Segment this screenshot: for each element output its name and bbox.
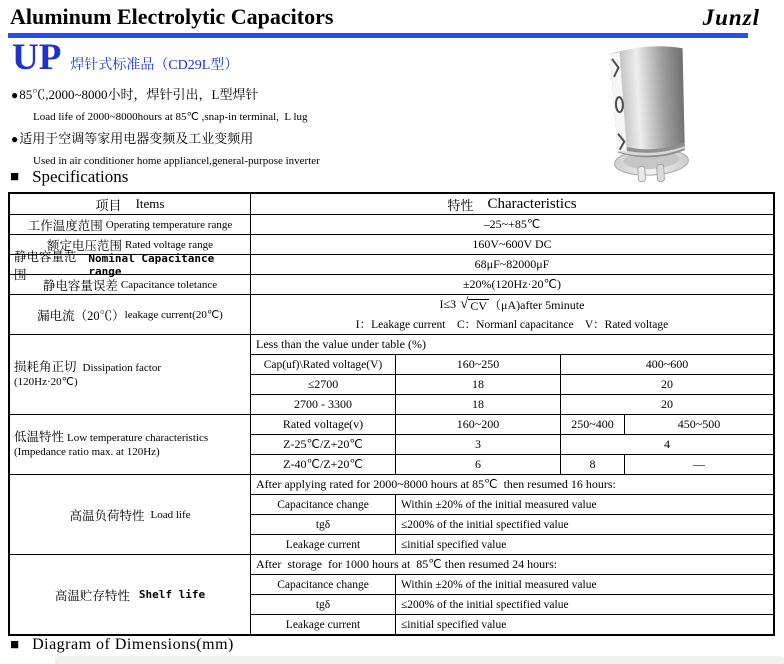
row-label-cn: 低温特性 <box>14 430 65 444</box>
load-life-section <box>10 474 773 554</box>
value-text: 68μF~82000μF <box>474 257 550 271</box>
header-items <box>10 194 251 214</box>
row-value <box>251 235 773 254</box>
cell-criteria: ≤200% of the initial spectified value <box>395 515 773 534</box>
table-row <box>251 454 773 474</box>
cell: — <box>624 455 773 474</box>
row-label <box>10 275 251 294</box>
legend-text: I：Leakage current C：Normanl capacitance V：Rated voltage <box>355 319 669 332</box>
series-name: 焊针式标准品（CD29L型） <box>70 58 239 73</box>
header-char-cn: 特性 <box>447 197 474 213</box>
cell: 18 <box>395 395 560 414</box>
row-label <box>10 335 251 414</box>
section-heading-dimensions <box>10 636 234 654</box>
table-row <box>251 335 773 354</box>
row-label-en: Operating temperature range <box>105 218 233 231</box>
row-value <box>251 275 773 294</box>
row-label-sub: (120Hz·20℃) <box>14 376 78 388</box>
row-label <box>10 249 251 282</box>
brand-logo: Junzl <box>702 5 760 30</box>
row-label-cn: 漏电流（20℃） <box>37 308 125 323</box>
row-label <box>10 295 251 334</box>
load-life-table <box>251 475 773 554</box>
terminal-pin <box>657 164 665 181</box>
capacitor-photo <box>598 40 704 190</box>
table-row <box>10 249 773 282</box>
leakage-current-row <box>10 294 773 334</box>
table-row <box>251 614 773 634</box>
cell-item: Leakage current <box>285 618 361 631</box>
low-temp-table <box>251 415 773 474</box>
cell-merged: 4 <box>560 435 773 454</box>
leakage-legend <box>251 315 773 335</box>
value-text: ±20%(120Hz·20℃) <box>462 277 562 291</box>
cell-item: tgδ <box>315 598 331 611</box>
row-label-en: Capacitance toletance <box>120 278 218 291</box>
row-label <box>10 475 251 554</box>
row-label-en: Shelf life <box>138 588 206 601</box>
cell: ≤2700 <box>307 377 339 391</box>
cell-item: Leakage current <box>285 538 361 551</box>
feature-item: Load life of 2000~8000hours at 85℃ ,snap-in terminal, L lug <box>33 111 308 123</box>
row-label-en: Nominal Capacitance range <box>88 251 215 278</box>
feature-item: ●85℃,2000~8000小时，焊针引出，L型焊针 <box>11 87 259 102</box>
row-label <box>10 215 251 234</box>
section-square-icon: ■ <box>10 636 20 653</box>
cell-criteria: Within ±20% of the initial measured value <box>395 575 773 594</box>
header-characteristics <box>251 194 773 214</box>
dissipation-table <box>251 335 773 414</box>
row-label-en: Dissipation factor <box>82 362 162 374</box>
cell: Z-40℃/Z+20℃ <box>283 457 363 471</box>
row-label-cn: 损耗角正切 <box>14 360 77 374</box>
low-temp-section <box>10 414 773 474</box>
cell: 2700 - 3300 <box>294 397 352 411</box>
table-row <box>251 394 773 414</box>
value-text: –25~+85℃ <box>483 217 541 231</box>
table-row <box>251 434 773 454</box>
col-header: 160~200 <box>395 415 560 434</box>
cell-criteria: ≤initial specified value <box>395 535 773 554</box>
row-label-cn: 静电容量误差 <box>42 278 118 293</box>
table-row <box>251 555 773 574</box>
table-row <box>251 534 773 554</box>
section-heading-specifications <box>10 167 128 187</box>
row-label-en: Low temperature characteristics <box>67 432 209 444</box>
cell-item: Capacitance change <box>277 498 369 511</box>
feature-item: Used in air conditioner home appliancel,general-purpose inverter <box>33 155 320 167</box>
section-title: Diagram of Dimensions(mm) <box>32 636 234 653</box>
cell-item: Capacitance change <box>277 578 369 591</box>
condition-text: After storage for 1000 hours at 85℃ then resumed 24 hours: <box>256 557 558 571</box>
shelf-life-section <box>10 554 773 634</box>
leakage-content <box>251 295 773 334</box>
header-items-en: Items <box>135 196 165 211</box>
header-char-en: Characteristics <box>487 195 577 212</box>
header-items-cn: 项目 <box>95 197 122 213</box>
row-label-en: Load life <box>150 508 191 521</box>
dissipation-section <box>10 334 773 414</box>
col-header: 400~600 <box>560 355 773 374</box>
cell: 20 <box>560 395 773 414</box>
sqrt-icon: √ <box>460 296 469 313</box>
table-row <box>251 415 773 434</box>
cell: 3 <box>395 435 560 454</box>
col-header: 160~250 <box>395 355 560 374</box>
table-row <box>251 594 773 614</box>
terminal-pin <box>638 166 646 181</box>
value-text: 160V~600V DC <box>472 237 552 251</box>
row-label <box>10 555 251 634</box>
cell: 18 <box>395 375 560 394</box>
formula-radicand: CV <box>470 299 488 314</box>
dissipation-note: Less than the value under table (%) <box>256 337 426 351</box>
capacitor-body <box>608 45 689 184</box>
leakage-formula <box>251 295 773 315</box>
series-header <box>12 38 238 78</box>
feature-list <box>11 84 591 172</box>
row-label-cn: 工作温度范围 <box>27 218 103 233</box>
table-row <box>251 574 773 594</box>
col-header: 250~400 <box>560 415 624 434</box>
bullet-icon: ● <box>11 88 19 102</box>
cell: Z-25℃/Z+20℃ <box>283 437 363 451</box>
condition-text: After applying rated for 2000~8000 hours at 85℃ then resumed 16 hours: <box>256 477 616 491</box>
row-value <box>251 255 773 274</box>
cell-criteria: ≤initial specified value <box>395 615 773 634</box>
col-header: 450~500 <box>624 415 773 434</box>
series-code: UP <box>12 37 62 78</box>
page-title: Aluminum Electrolytic Capacitors <box>10 4 334 29</box>
section-title: Specifications <box>32 167 129 186</box>
section-square-icon: ■ <box>10 168 20 185</box>
cell: 6 <box>395 455 560 474</box>
col-header: Rated voltage(v) <box>282 417 364 431</box>
table-row <box>251 494 773 514</box>
table-row <box>251 514 773 534</box>
row-label-cn: 额定电压范围 <box>47 238 123 253</box>
row-label-cn: 静电容量范围 <box>14 249 77 282</box>
table-header-row <box>10 194 773 214</box>
bullet-icon: ● <box>11 132 19 146</box>
feature-item: ●适用于空调等家用电器变频及工业变频用 <box>11 131 254 146</box>
next-section-strip <box>55 656 784 664</box>
row-label-sub: (Impedance ratio max. at 120Hz) <box>14 446 160 458</box>
row-label-cn: 高温负荷特性 <box>69 508 145 523</box>
table-row <box>251 374 773 394</box>
col-header: Cap(uf)\Rated voltage(V) <box>263 358 383 371</box>
formula-right: （μA)after 5minute <box>489 298 585 313</box>
cell: 8 <box>560 455 624 474</box>
row-label-en: Rated voltage range <box>125 238 213 251</box>
table-row <box>10 214 773 234</box>
table-row <box>251 475 773 494</box>
cell: 20 <box>560 375 773 394</box>
row-label <box>10 415 251 474</box>
row-label-en: leakage current(20℃) <box>124 309 223 321</box>
row-label-cn: 高温贮存特性 <box>54 588 130 603</box>
table-row <box>251 354 773 374</box>
formula-left: I≤3 <box>439 297 457 312</box>
cell-criteria: ≤200% of the initial spectified value <box>395 595 773 614</box>
shelf-life-table <box>251 555 773 634</box>
cell-criteria: Within ±20% of the initial measured value <box>395 495 773 514</box>
cell-item: tgδ <box>315 518 331 531</box>
table-row <box>10 274 773 294</box>
row-value <box>251 215 773 234</box>
spec-table <box>8 192 775 636</box>
